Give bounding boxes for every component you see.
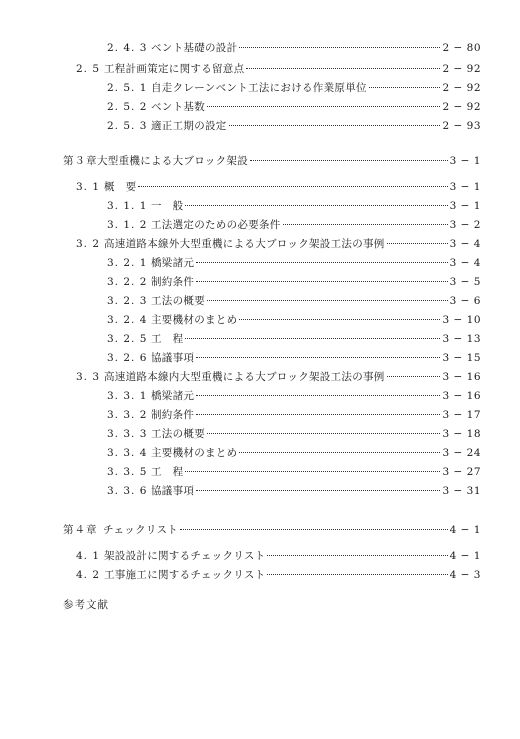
toc-entry-page: 3 − 1 [449,155,481,167]
toc-entry [107,427,481,441]
toc-entry-title: 概 要 [104,181,137,193]
toc-entry-title: 橋梁諸元 [151,257,195,269]
toc-entry-page: 4 − 1 [449,550,481,562]
toc-leader-dots [207,106,440,107]
toc-leader-dots [185,338,440,339]
toc-entry-title: 橋梁諸元 [151,390,195,402]
toc-entry-number: 4. 1 [76,550,101,562]
toc-entry-page: 3 − 27 [442,466,481,478]
toc-entry-number: 3. 3. 5 [107,466,148,478]
toc-entry-title: 主要機材のまとめ [151,447,238,459]
toc-leader-dots [196,262,447,263]
toc-entry-title: 工法の概要 [151,428,205,440]
toc-entry [76,549,481,563]
toc-entry [107,119,481,133]
toc-entry-page: 3 − 5 [449,276,481,288]
toc-entry-page: 2 − 80 [442,42,481,54]
toc-entry-title: 適正工期の設定 [151,120,227,132]
toc-leader-dots [267,555,447,556]
toc-leader-dots [185,471,440,472]
toc-entry-page: 3 − 16 [442,371,481,383]
toc-entry [107,41,481,55]
toc-leader-dots [387,243,448,244]
toc-entry-title: 工法の概要 [151,295,205,307]
toc-entry-number: 2. 5 [76,63,101,75]
toc-entry-page: 3 − 15 [442,352,481,364]
toc-chapter-title: チェックリスト [103,524,179,536]
toc-entry-title: 一 般 [151,200,184,212]
toc-entry [107,256,481,270]
toc-entry-number: 3. 2. 3 [107,295,148,307]
toc-leader-dots [207,300,448,301]
toc-entry-number: 2. 5. 3 [107,120,148,132]
toc-leader-dots [267,574,447,575]
toc-chapter-entry [63,154,481,168]
toc-chapter-title: 大型重機による大ブロック架設 [97,155,248,167]
toc-leader-dots [185,205,447,206]
toc-entry-title: 高速道路本線外大型重機による大ブロック架設工法の事例 [104,238,385,250]
toc-entry-number: 3. 2. 4 [107,314,148,326]
toc-entry-title: ベント基数 [151,101,205,113]
toc-leader-dots [229,125,441,126]
toc-leader-dots [369,87,441,88]
toc-leader-dots [250,160,448,161]
toc-entry [107,446,481,460]
toc-entry-title: 工 程 [151,466,184,478]
toc-entry [76,62,481,76]
toc-entry-title: 制約条件 [151,409,195,421]
toc-leader-dots [239,452,440,453]
toc-entry-title: 自走クレーンベント工法における作業原単位 [151,82,367,94]
toc-entry-number: 3. 2. 6 [107,352,148,364]
toc-entry [107,408,481,422]
toc-entry-number: 3. 2. 1 [107,257,148,269]
toc-leader-dots [387,376,441,377]
toc-entry [107,81,481,95]
toc-entry [107,465,481,479]
toc-chapter-number: 第４章 [63,524,98,536]
toc-entry-number: 3. 3. 6 [107,485,148,497]
toc-entry [107,275,481,289]
toc-entry-page: 3 − 2 [449,219,481,231]
toc-entry-title: 主要機材のまとめ [151,314,238,326]
toc-entry-number: 3. 3. 4 [107,447,148,459]
toc-entry [107,332,481,346]
toc-entry-number: 3. 1. 2 [107,219,148,231]
toc-entry-page: 3 − 31 [442,485,481,497]
toc-entry-title: 工程計画策定に関する留意点 [104,63,245,75]
toc-entry-page: 3 − 24 [442,447,481,459]
toc-leader-dots [196,281,447,282]
toc-leader-dots [138,186,447,187]
toc-entry [107,100,481,114]
toc-entry-page: 3 − 10 [442,314,481,326]
toc-entry-title: ベント基礎の設計 [151,42,238,54]
toc-leader-dots [196,490,440,491]
toc-entry-number: 3. 2. 5 [107,333,148,345]
toc-entry [107,218,481,232]
toc-entry-number: 3. 3. 1 [107,390,148,402]
toc-entry-number: 3. 3. 3 [107,428,148,440]
toc-entry-title: 工事施工に関するチェックリスト [104,569,266,581]
toc-leader-dots [196,395,440,396]
toc-entry-number: 3. 1 [76,181,101,193]
toc-entry-title: 制約条件 [151,276,195,288]
toc-leader-dots [283,224,448,225]
toc-entry-page: 3 − 4 [449,257,481,269]
toc-entry-number: 2. 5. 1 [107,82,148,94]
toc-entry [107,484,481,498]
toc-entry-title: 協議事項 [151,352,195,364]
toc-entry-number: 3. 2 [76,238,101,250]
toc-entry [107,294,481,308]
toc-entry-page: 2 − 92 [442,82,481,94]
toc-entry [76,370,481,384]
toc-entry [107,351,481,365]
toc-entry [107,389,481,403]
toc-entry-number: 3. 1. 1 [107,200,148,212]
toc-entry-page: 3 − 17 [442,409,481,421]
toc-entry-page: 2 − 92 [442,63,481,75]
toc-entry-title: 工 程 [151,333,184,345]
toc-entry-title: 工法選定のための必要条件 [151,219,281,231]
toc-entry [107,199,481,213]
toc-entry [76,180,481,194]
toc-leader-dots [196,414,440,415]
toc-entry [107,313,481,327]
toc-entry-page: 3 − 6 [449,295,481,307]
references-heading: 参考文献 [63,599,109,611]
toc-chapter-entry [63,523,481,537]
toc-leader-dots [239,319,440,320]
toc-entry-page: 2 − 93 [442,120,481,132]
toc-leader-dots [180,529,448,530]
toc-entry-title: 協議事項 [151,485,195,497]
toc-entry-title: 高速道路本線内大型重機による大ブロック架設工法の事例 [104,371,385,383]
toc-entry [76,568,481,582]
toc-entry-number: 2. 4. 3 [107,42,148,54]
toc-entry-page: 3 − 4 [449,238,481,250]
toc-entry-page: 3 − 1 [449,181,481,193]
toc-entry-number: 3. 2. 2 [107,276,148,288]
toc-leader-dots [196,357,440,358]
toc-entry-page: 4 − 3 [449,569,481,581]
toc-entry-page: 2 − 92 [442,101,481,113]
toc-entry-number: 3. 3. 2 [107,409,148,421]
toc-entry-number: 3. 3 [76,371,101,383]
toc-chapter-number: 第３章 [63,155,98,167]
toc-entry-page: 3 − 16 [442,390,481,402]
toc-entry-number: 4. 2 [76,569,101,581]
toc-entry-page: 3 − 13 [442,333,481,345]
toc-entry-page: 3 − 1 [449,200,481,212]
toc-entry [76,237,481,251]
toc-entry-number: 2. 5. 2 [107,101,148,113]
toc-leader-dots [207,433,440,434]
toc-entry-page: 3 − 18 [442,428,481,440]
toc-leader-dots [239,47,440,48]
toc-leader-dots [246,68,440,69]
toc-entry-page: 4 − 1 [449,524,481,536]
toc-entry-title: 架設設計に関するチェックリスト [104,550,266,562]
